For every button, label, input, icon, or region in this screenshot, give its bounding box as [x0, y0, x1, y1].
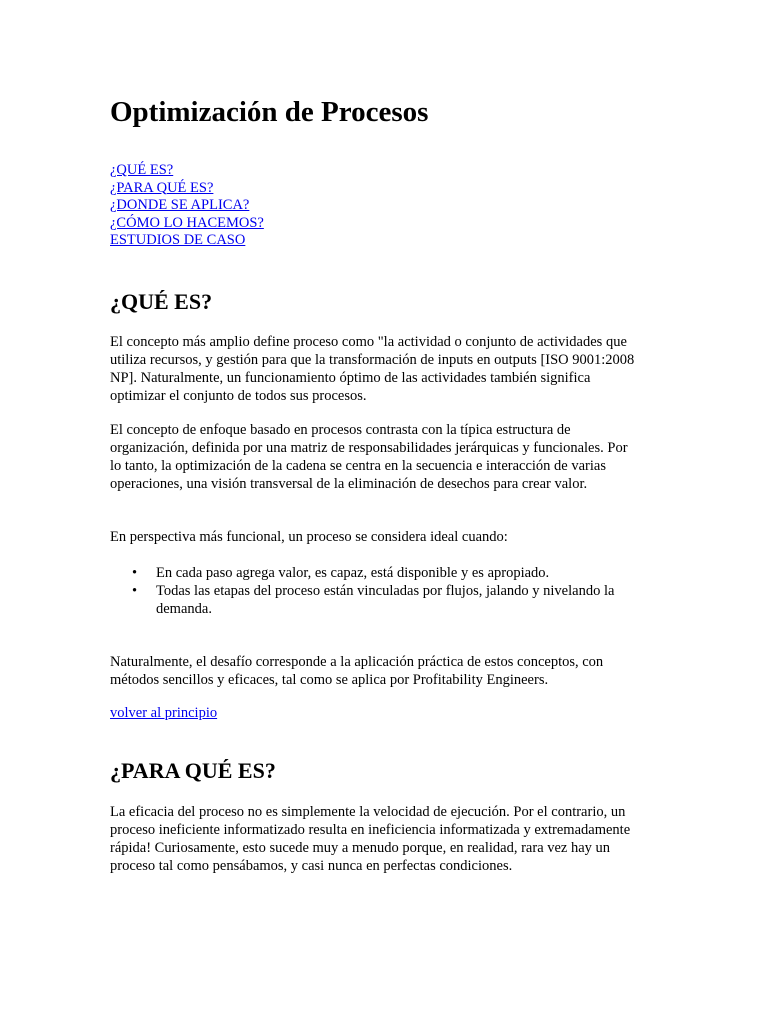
toc-link-estudios-de-caso[interactable]: ESTUDIOS DE CASO	[110, 232, 246, 248]
table-of-contents	[110, 162, 264, 250]
list-item	[110, 582, 640, 618]
section-heading-para-que-es: ¿PARA QUÉ ES?	[110, 758, 276, 783]
list-item-text: Todas las etapas del proceso están vinculadas por flujos, jalando y nivelando la demanda.	[156, 583, 615, 617]
toc-link-donde-se-aplica[interactable]: ¿DONDE SE APLICA?	[110, 197, 250, 213]
paragraph-definition: El concepto más amplio define proceso como "la actividad o conjunto de actividades que utiliza recursos, y gestión para que la transformación de inputs en outputs [ISO 9001:2008 NP]. Naturalmente, un funcionamiento óptimo de las actividades también significa optimizar el conjunto de todos sus procesos.	[110, 334, 635, 404]
toc-link-para-que-es[interactable]: ¿PARA QUÉ ES?	[110, 179, 214, 196]
paragraph-challenge: Naturalmente, el desafío corresponde a la aplicación práctica de estos conceptos, con métodos sencillos y eficaces, tal como se aplica por Profitability Engineers.	[110, 654, 604, 688]
section-heading-que-es: ¿QUÉ ES?	[110, 289, 213, 314]
paragraph-approach: El concepto de enfoque basado en procesos contrasta con la típica estructura de organización, definida por una matriz de responsabilidades jerárquicas y funcionales. Por lo tanto, la optimización de la cadena se centra en la secuencia e interacción de varias operaciones, una visión transversal de la eliminación de desechos para crear valor.	[110, 422, 628, 492]
bullet-icon: •	[132, 583, 138, 599]
paragraph-perspective: En perspectiva más funcional, un proceso se considera ideal cuando:	[110, 529, 508, 545]
list-item-text: En cada paso agrega valor, es capaz, está disponible y es apropiado.	[156, 565, 550, 581]
bullet-icon: •	[132, 565, 138, 581]
toc-link-como-lo-hacemos[interactable]: ¿CÓMO LO HACEMOS?	[110, 214, 264, 231]
back-to-top-link[interactable]: volver al principio	[110, 705, 218, 721]
page-title: Optimización de Procesos	[110, 96, 429, 128]
toc-link-que-es[interactable]: ¿QUÉ ES?	[110, 162, 174, 178]
ideal-process-list	[110, 564, 640, 618]
paragraph-efficacy: La eficacia del proceso no es simplemente la velocidad de ejecución. Por el contrario, un proceso ineficiente informatizado resulta en ineficiencia informatizada y extremadamente rápida! Curiosamente, esto sucede muy a menudo porque, en realidad, rara vez hay un proceso tal como pensábamos, y casi nunca en perfectas condiciones.	[110, 804, 631, 874]
list-item	[110, 564, 640, 582]
